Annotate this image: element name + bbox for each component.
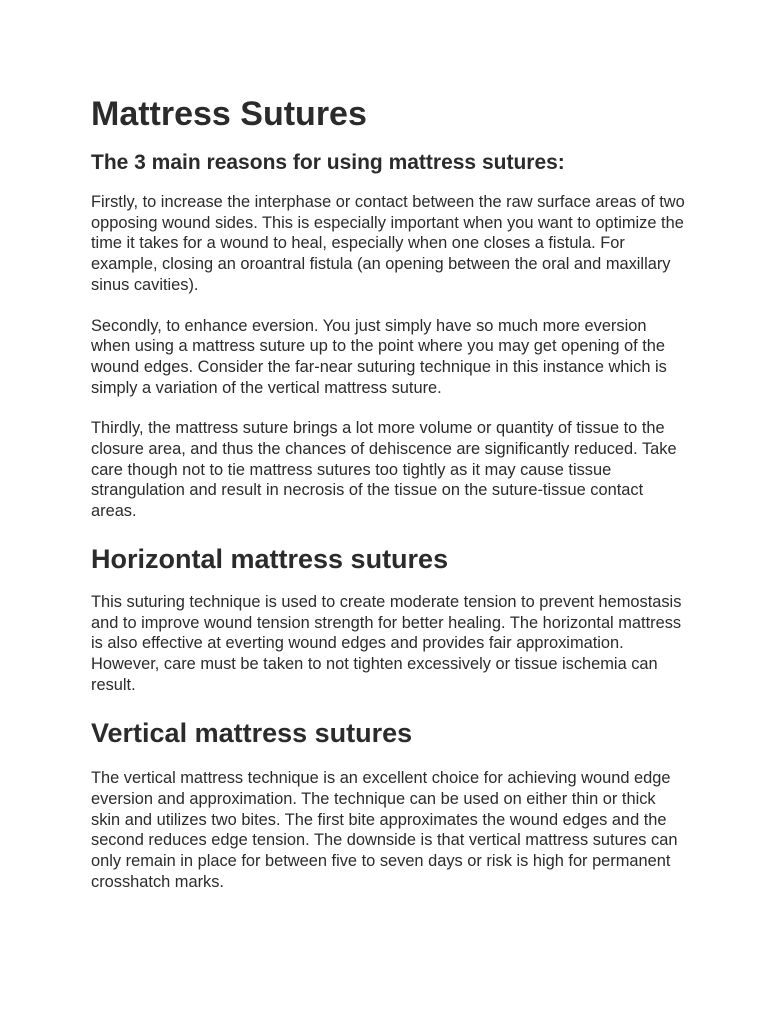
vertical-section-heading: Vertical mattress sutures [91,718,413,749]
reason-paragraph-1: Firstly, to increase the interphase or contact between the raw surface areas of two opposing wound sides. This is especially important when you want to optimize the time it takes for a wound to heal, especially when one closes a fistula. For example, closing an oroantral fistula (an opening between the oral and maxillary sinus cavities). [91,193,685,294]
reason-paragraph-3: Thirdly, the mattress suture brings a lot more volume or quantity of tissue to the closure area, and thus the chances of dehiscence are significantly reduced. Take care though not to tie mattress sutures too tightly as it may cause tissue strangulation and result in necrosis of the tissue on the suture-tissue contact areas. [91,419,677,521]
page-title: Mattress Sutures [91,95,367,133]
horizontal-section-heading: Horizontal mattress sutures [91,543,449,574]
reasons-subtitle: The 3 main reasons for using mattress sutures: [91,151,565,174]
horizontal-section-paragraph: This suturing technique is used to create moderate tension to prevent hemostasis and to improve wound tension strength for better healing. The horizontal mattress is also effective at everting wound edges and provides fair approximation. However, care must be taken to not tighten excessively or tissue ischemia can result. [91,592,682,694]
vertical-section-paragraph: The vertical mattress technique is an excellent choice for achieving wound edge eversion and approximation. The technique can be used on either thin or thick skin and utilizes two bites. The first bite approximates the wound edges and the second reduces edge tension. The downside is that vertical mattress sutures can only remain in place for between five to seven days or risk is high for permanent crosshatch marks. [91,769,678,891]
reason-paragraph-2: Secondly, to enhance eversion. You just simply have so much more eversion when using a mattress suture up to the point where you may get opening of the wound edges. Consider the far-near suturing technique in this instance which is simply a variation of the vertical mattress suture. [91,316,667,397]
